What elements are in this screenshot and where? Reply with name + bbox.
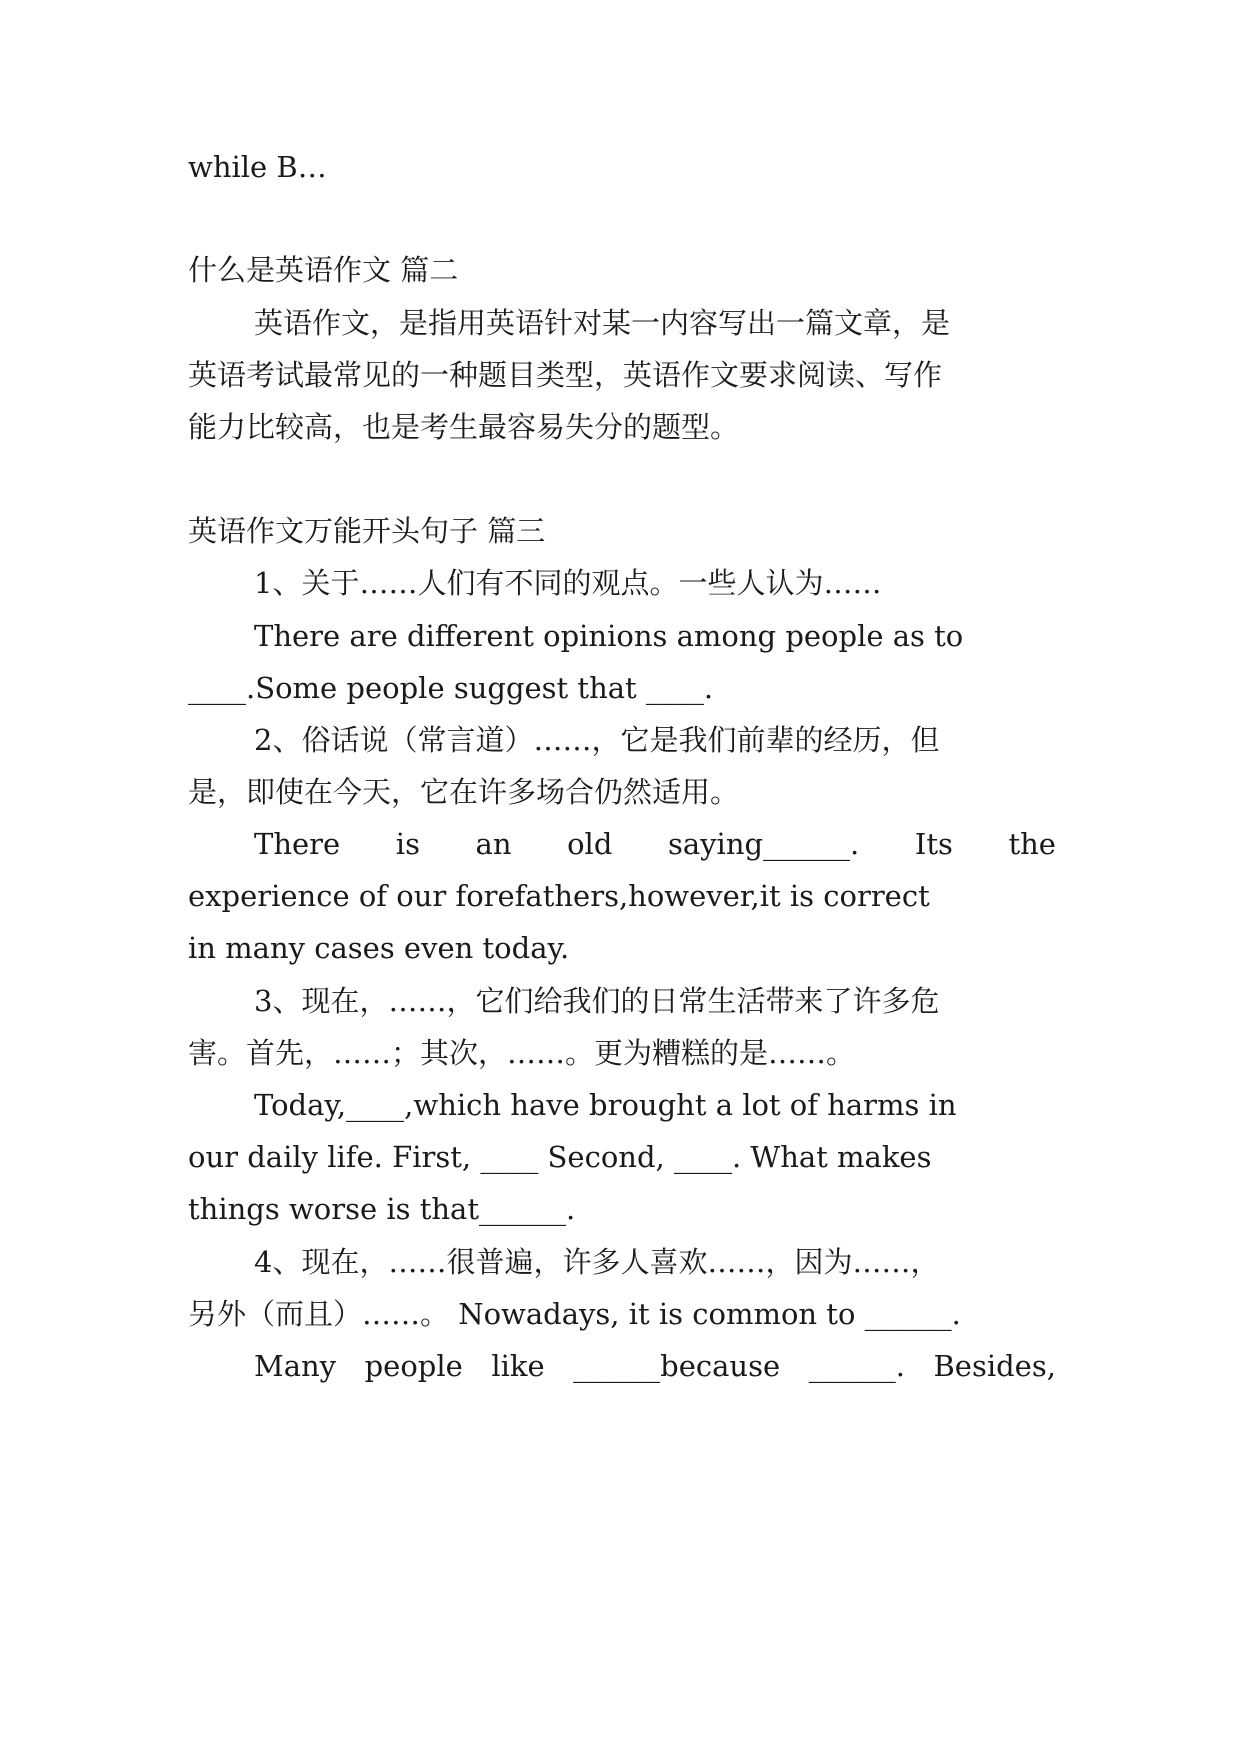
word: Many (254, 1349, 337, 1383)
text-line: in many cases even today. (188, 931, 570, 965)
word: an (475, 827, 512, 861)
text-line: experience of our forefathers,however,it is correct (188, 879, 930, 913)
text-line: while B… (188, 150, 327, 184)
word: ______. (808, 1349, 905, 1383)
text-line: our daily life. First, ____ Second, ____. What makes (188, 1140, 932, 1174)
word: There (254, 827, 341, 861)
text-line: Today,____,which have brought a lot of harms in (254, 1088, 957, 1122)
text-line: 另外（而且）……。 Nowadays, it is common to ______. (188, 1297, 961, 1331)
word: people (364, 1349, 463, 1383)
text-line: 英语作文，是指用英语针对某一内容写出一篇文章，是 (254, 306, 951, 340)
word: Its (914, 827, 953, 861)
word: ______because (573, 1349, 781, 1383)
section-heading: 什么是英语作文 篇二 (188, 253, 459, 287)
word: like (491, 1349, 545, 1383)
text-line: 害。首先，……；其次，……。更为糟糕的是……。 (188, 1036, 856, 1070)
text-line: 英语考试最常见的一种题目类型，英语作文要求阅读、写作 (188, 358, 943, 392)
justified-line (254, 826, 1056, 862)
word: old (567, 827, 613, 861)
text-line: 能力比较高，也是考生最容易失分的题型。 (188, 410, 740, 444)
text-line: 3、现在，……，它们给我们的日常生活带来了许多危 (254, 984, 940, 1018)
justified-line (254, 1348, 1056, 1384)
word: is (395, 827, 420, 861)
text-line: 2、俗话说（常言道）……，它是我们前辈的经历，但 (254, 723, 940, 757)
text-line: There are different opinions among people as to (254, 619, 964, 653)
text-line: 4、现在，……很普遍，许多人喜欢……，因为……， (254, 1245, 940, 1279)
text-line: 是，即使在今天，它在许多场合仍然适用。 (188, 775, 740, 809)
word: the (1008, 827, 1056, 861)
text-line: 1、关于……人们有不同的观点。一些人认为…… (254, 566, 882, 600)
section-heading: 英语作文万能开头句子 篇三 (188, 514, 546, 548)
text-line: things worse is that______. (188, 1192, 576, 1226)
word: saying______. (667, 827, 860, 861)
text-line: ____.Some people suggest that ____. (188, 671, 714, 705)
word: Besides, (933, 1349, 1056, 1383)
